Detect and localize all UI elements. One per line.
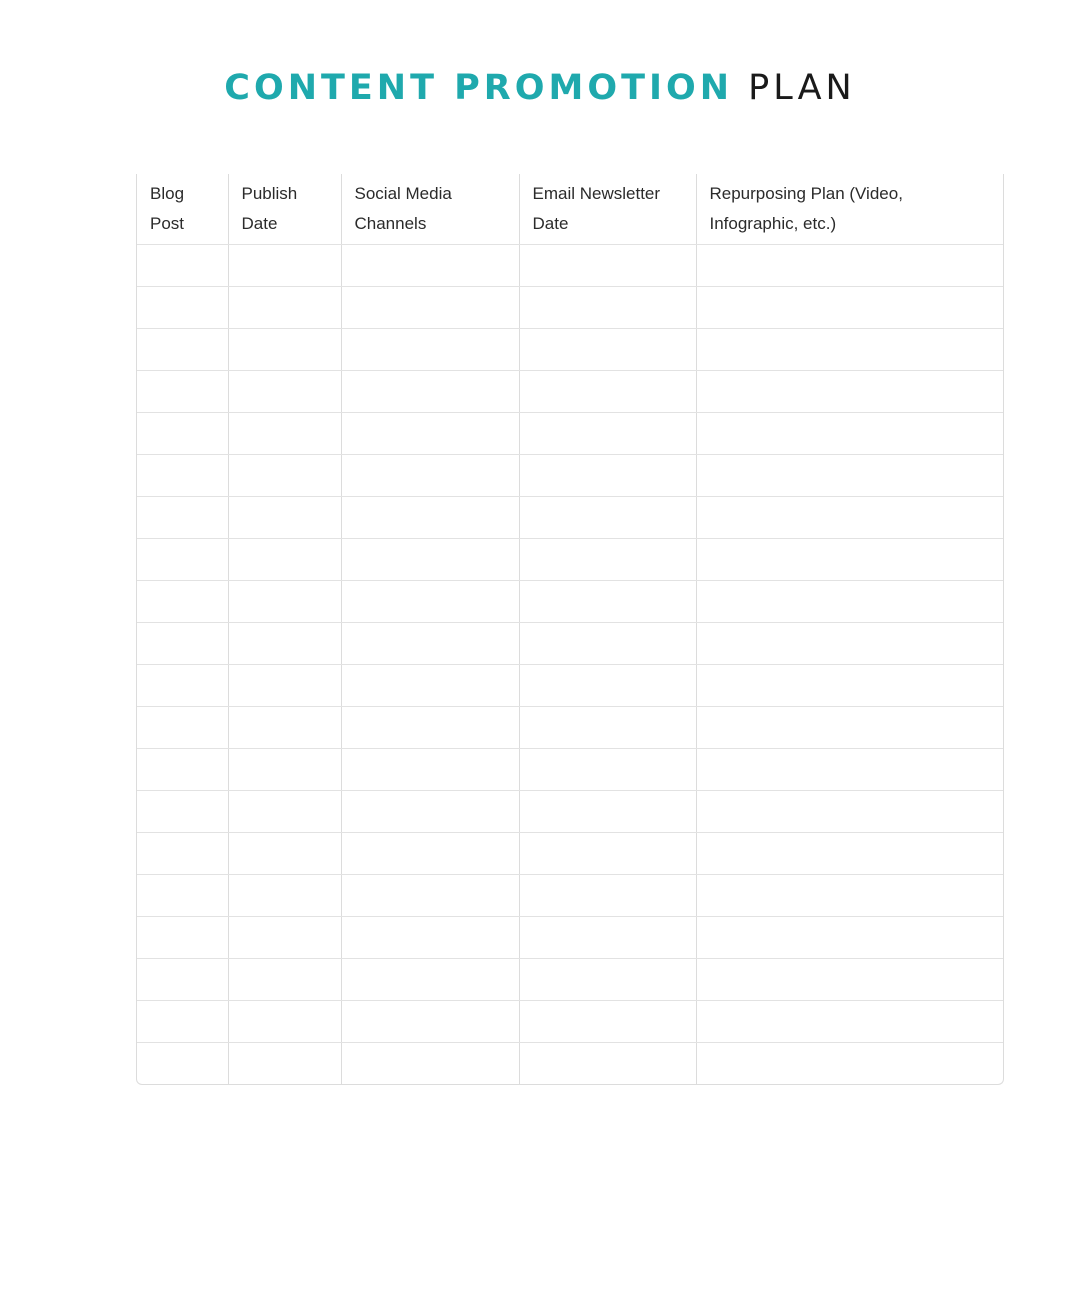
table-cell[interactable] xyxy=(519,706,696,748)
table-cell[interactable] xyxy=(341,538,519,580)
table-row xyxy=(137,916,1003,958)
table-cell[interactable] xyxy=(137,496,228,538)
header-blog-post: Blog Post xyxy=(137,174,228,244)
table-row xyxy=(137,580,1003,622)
table-row xyxy=(137,1042,1003,1084)
table-cell[interactable] xyxy=(341,496,519,538)
table-cell[interactable] xyxy=(137,664,228,706)
table-cell[interactable] xyxy=(696,580,1003,622)
table-cell[interactable] xyxy=(137,874,228,916)
table-cell[interactable] xyxy=(696,832,1003,874)
table-cell[interactable] xyxy=(696,706,1003,748)
table-cell[interactable] xyxy=(519,958,696,1000)
table-cell[interactable] xyxy=(228,874,341,916)
table-cell[interactable] xyxy=(519,664,696,706)
table-cell[interactable] xyxy=(137,790,228,832)
table-row xyxy=(137,874,1003,916)
table-cell[interactable] xyxy=(519,496,696,538)
table-cell[interactable] xyxy=(341,1000,519,1042)
table-cell[interactable] xyxy=(341,244,519,286)
table-cell[interactable] xyxy=(228,538,341,580)
table-cell[interactable] xyxy=(228,412,341,454)
table-cell[interactable] xyxy=(137,1000,228,1042)
table-row xyxy=(137,328,1003,370)
table-cell[interactable] xyxy=(519,748,696,790)
table-row xyxy=(137,622,1003,664)
table-cell[interactable] xyxy=(228,622,341,664)
table-row xyxy=(137,706,1003,748)
table-cell[interactable] xyxy=(696,916,1003,958)
table-cell[interactable] xyxy=(228,832,341,874)
table-cell[interactable] xyxy=(696,286,1003,328)
table-cell[interactable] xyxy=(341,916,519,958)
header-email-newsletter-date: Email Newsletter Date xyxy=(519,174,696,244)
page-title xyxy=(0,66,1080,110)
header-publish-date: Publish Date xyxy=(228,174,341,244)
header-repurposing-plan: Repurposing Plan (Video, Infographic, etc.) xyxy=(696,174,1003,244)
table-cell[interactable] xyxy=(137,370,228,412)
table-cell[interactable] xyxy=(519,244,696,286)
header-social-media-channels: Social Media Channels xyxy=(341,174,519,244)
table-cell[interactable] xyxy=(341,328,519,370)
table-row xyxy=(137,832,1003,874)
table-cell[interactable] xyxy=(696,328,1003,370)
table-cell[interactable] xyxy=(519,580,696,622)
table-row xyxy=(137,664,1003,706)
table-cell[interactable] xyxy=(696,874,1003,916)
table-cell[interactable] xyxy=(137,706,228,748)
table-cell[interactable] xyxy=(341,706,519,748)
table-cell[interactable] xyxy=(341,1042,519,1084)
table-cell[interactable] xyxy=(228,496,341,538)
table-cell[interactable] xyxy=(228,1042,341,1084)
table-cell[interactable] xyxy=(519,874,696,916)
table-cell[interactable] xyxy=(696,370,1003,412)
table-cell[interactable] xyxy=(137,454,228,496)
table-row xyxy=(137,538,1003,580)
title-bold: CONTENT PROMOTION xyxy=(224,68,734,108)
table-row xyxy=(137,286,1003,328)
table-cell[interactable] xyxy=(341,454,519,496)
table-cell[interactable] xyxy=(137,832,228,874)
table-cell[interactable] xyxy=(228,664,341,706)
table-cell[interactable] xyxy=(519,538,696,580)
table-cell[interactable] xyxy=(519,790,696,832)
table-cell[interactable] xyxy=(228,244,341,286)
table-cell[interactable] xyxy=(519,1000,696,1042)
table-cell[interactable] xyxy=(228,706,341,748)
table-cell[interactable] xyxy=(341,874,519,916)
table-cell[interactable] xyxy=(341,958,519,1000)
table-cell[interactable] xyxy=(519,454,696,496)
table-cell[interactable] xyxy=(228,328,341,370)
title-light: PLAN xyxy=(748,68,856,108)
table-row xyxy=(137,244,1003,286)
table-cell[interactable] xyxy=(341,286,519,328)
table-cell[interactable] xyxy=(696,748,1003,790)
table-cell[interactable] xyxy=(696,538,1003,580)
table-cell[interactable] xyxy=(519,916,696,958)
table-cell[interactable] xyxy=(137,244,228,286)
table-cell[interactable] xyxy=(519,412,696,454)
table-cell[interactable] xyxy=(228,748,341,790)
table-cell[interactable] xyxy=(519,328,696,370)
table-cell[interactable] xyxy=(341,412,519,454)
table-row xyxy=(137,412,1003,454)
table-cell[interactable] xyxy=(228,370,341,412)
table-body xyxy=(137,244,1003,1084)
table-cell[interactable] xyxy=(696,412,1003,454)
table-cell[interactable] xyxy=(696,958,1003,1000)
table-cell[interactable] xyxy=(228,1000,341,1042)
table-cell[interactable] xyxy=(519,622,696,664)
table-cell[interactable] xyxy=(228,454,341,496)
table-cell[interactable] xyxy=(696,790,1003,832)
table-cell[interactable] xyxy=(341,664,519,706)
table-cell[interactable] xyxy=(696,1000,1003,1042)
table-cell[interactable] xyxy=(519,370,696,412)
table-cell[interactable] xyxy=(341,748,519,790)
table-cell[interactable] xyxy=(696,664,1003,706)
promotion-table-grid xyxy=(137,174,1003,1084)
table-cell[interactable] xyxy=(519,1042,696,1084)
table-cell[interactable] xyxy=(137,328,228,370)
table-row xyxy=(137,370,1003,412)
table-cell[interactable] xyxy=(137,958,228,1000)
table-cell[interactable] xyxy=(228,958,341,1000)
header-row xyxy=(137,174,1003,244)
promotion-table xyxy=(136,174,1004,1085)
table-cell[interactable] xyxy=(341,622,519,664)
table-row xyxy=(137,958,1003,1000)
table-row xyxy=(137,454,1003,496)
table-cell[interactable] xyxy=(137,412,228,454)
table-row xyxy=(137,1000,1003,1042)
table-cell[interactable] xyxy=(519,286,696,328)
table-cell[interactable] xyxy=(341,832,519,874)
table-row xyxy=(137,496,1003,538)
table-cell[interactable] xyxy=(228,790,341,832)
table-cell[interactable] xyxy=(228,580,341,622)
table-cell[interactable] xyxy=(137,286,228,328)
table-cell[interactable] xyxy=(519,832,696,874)
table-cell[interactable] xyxy=(137,580,228,622)
table-cell[interactable] xyxy=(137,916,228,958)
table-cell[interactable] xyxy=(696,244,1003,286)
table-cell[interactable] xyxy=(341,790,519,832)
table-cell[interactable] xyxy=(137,1042,228,1084)
table-row xyxy=(137,748,1003,790)
table-cell[interactable] xyxy=(696,1042,1003,1084)
table-cell[interactable] xyxy=(228,916,341,958)
table-cell[interactable] xyxy=(696,496,1003,538)
table-cell[interactable] xyxy=(341,370,519,412)
table-cell[interactable] xyxy=(696,454,1003,496)
table-cell[interactable] xyxy=(696,622,1003,664)
table-cell[interactable] xyxy=(137,748,228,790)
table-cell[interactable] xyxy=(137,538,228,580)
table-cell[interactable] xyxy=(137,622,228,664)
table-cell[interactable] xyxy=(341,580,519,622)
table-cell[interactable] xyxy=(228,286,341,328)
table-row xyxy=(137,790,1003,832)
